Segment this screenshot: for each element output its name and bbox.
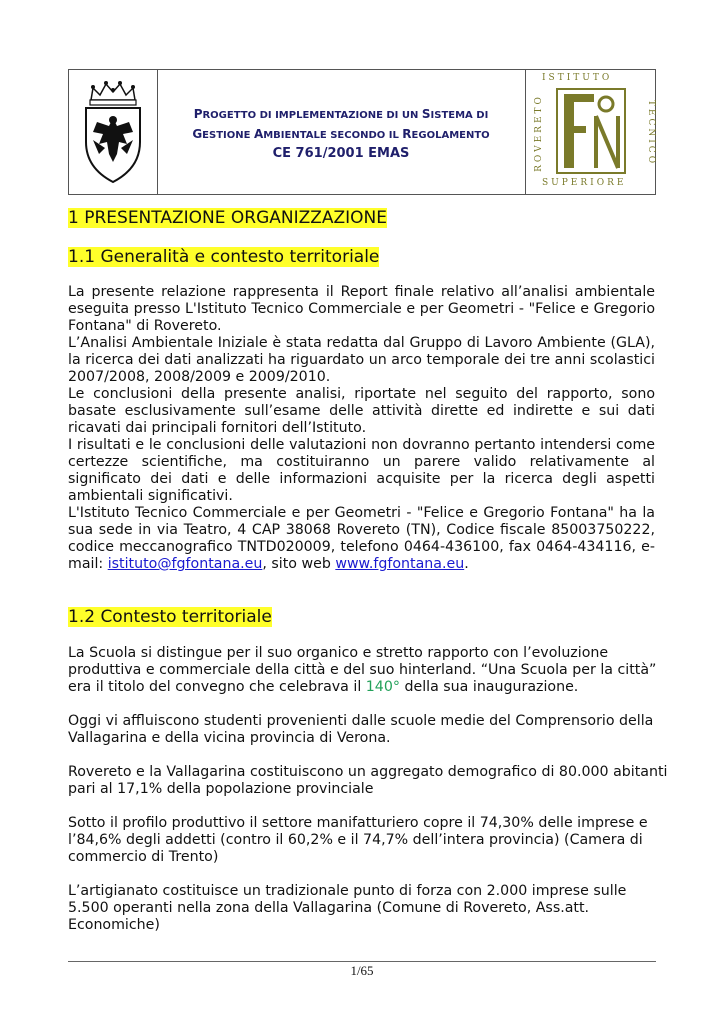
fontana-wordmark-icon: [556, 88, 626, 174]
section-heading-1-1: 1.1 Generalità e contesto territoriale: [68, 247, 380, 267]
header-title-cell: [158, 70, 524, 194]
page-number: 1/65: [350, 963, 374, 978]
paragraph: Oggi vi affluiscono studenti provenienti dalle scuole medie del Comprensorio della Vallagarina e della vicina provincia di Verona.: [68, 713, 654, 746]
section-heading-1-2: 1.2 Contesto territoriale: [68, 607, 272, 627]
paragraph: I risultati e le conclusioni delle valutazioni non dovranno pertanto intendersi come certezze scientifiche, ma costituiranno un parere valido relativamente al significato dei dati e delle informazioni acquisite per la ricerca degli aspetti ambientali significativi.: [68, 437, 655, 504]
paragraph: L’Analisi Ambientale Iniziale è stata redatta dal Gruppo di Lavoro Ambiente (GLA), la ricerca dei dati analizzati ha riguardato un arco temporale dei tre anni scolastici 2007/2008, 2008/2009 e 2009/2010.: [68, 335, 655, 385]
project-title: PROGETTO DI IMPLEMENTAZIONE DI UN SISTEMA DI GESTIONE AMBIENTALE SECONDO IL REGOLAMENTO CE 761/2001 EMAS: [158, 105, 524, 163]
logo-left-text: ROVERETO: [533, 94, 544, 172]
document-header: [68, 69, 656, 195]
contact-paragraph: L'Istituto Tecnico Commerciale e per Geometri - "Felice e Gregorio Fontana" ha la sua sede in via Teatro, 4 CAP 38068 Rovereto (TN), Codice fiscale 85003750222, codice meccanografico TNTD020009, telefono 0464-436100, fax 0464-434116, e-mail: istituto@fgfontana.eu, sito web www.fgfontana.eu.: [68, 505, 655, 572]
paragraph: L’artigianato costituisce un tradizionale punto di forza con 2.000 imprese sulle 5.500 operanti nella zona della Vallagarina (Comune di Rovereto, Ass.att. Economiche): [68, 883, 627, 933]
logo-right-text: TECNICO: [646, 99, 657, 167]
crest-cell: [69, 70, 158, 194]
paragraph: Rovereto e la Vallagarina costituiscono un aggregato demografico di 80.000 abitanti pari al 17,1% della popolazione provinciale: [68, 764, 668, 797]
logo-top-text: ISTITUTO: [542, 73, 613, 83]
school-logo: [525, 70, 656, 194]
logo-bottom-text: SUPERIORE: [542, 178, 627, 188]
coat-of-arms-icon: [69, 70, 157, 194]
regulation-reference: CE 761/2001 EMAS: [272, 146, 410, 161]
website-link[interactable]: www.fgfontana.eu: [335, 556, 465, 572]
paragraph: Le conclusioni della presente analisi, riportate nel seguito del rapporto, sono basate esclusivamente sull’esame delle attività dirette ed indirette e sui dati ricavati dai principali fornitori dell’Istituto.: [68, 386, 655, 436]
territorial-context-text: [68, 645, 668, 951]
paragraph: Sotto il profilo produttivo il settore manifatturiero copre il 74,30% delle imprese e l’84,6% degli addetti (contro il 60,2% e il 74,7% dell’intera provincia) (Camera di commercio di Trento): [68, 815, 648, 865]
general-context-text: [68, 284, 655, 573]
section-heading-1: 1 PRESENTAZIONE ORGANIZZAZIONE: [68, 208, 388, 228]
paragraph: La presente relazione rappresenta il Report finale relativo all’analisi ambientale eseguita presso L'Istituto Tecnico Commerciale e per Geometri - "Felice e Gregorio Fontana" di Rovereto.: [68, 284, 655, 334]
paragraph: La Scuola si distingue per il suo organico e stretto rapporto con l’evoluzione produttiva e commerciale della città e del suo hinterland. “Una Scuola per la città” era il titolo del convegno che celebrava il 140° della sua inaugurazione.: [68, 645, 657, 695]
anniversary-number: 140°: [365, 679, 400, 695]
email-link[interactable]: istituto@fgfontana.eu: [107, 556, 263, 572]
footer-divider: [68, 961, 656, 962]
